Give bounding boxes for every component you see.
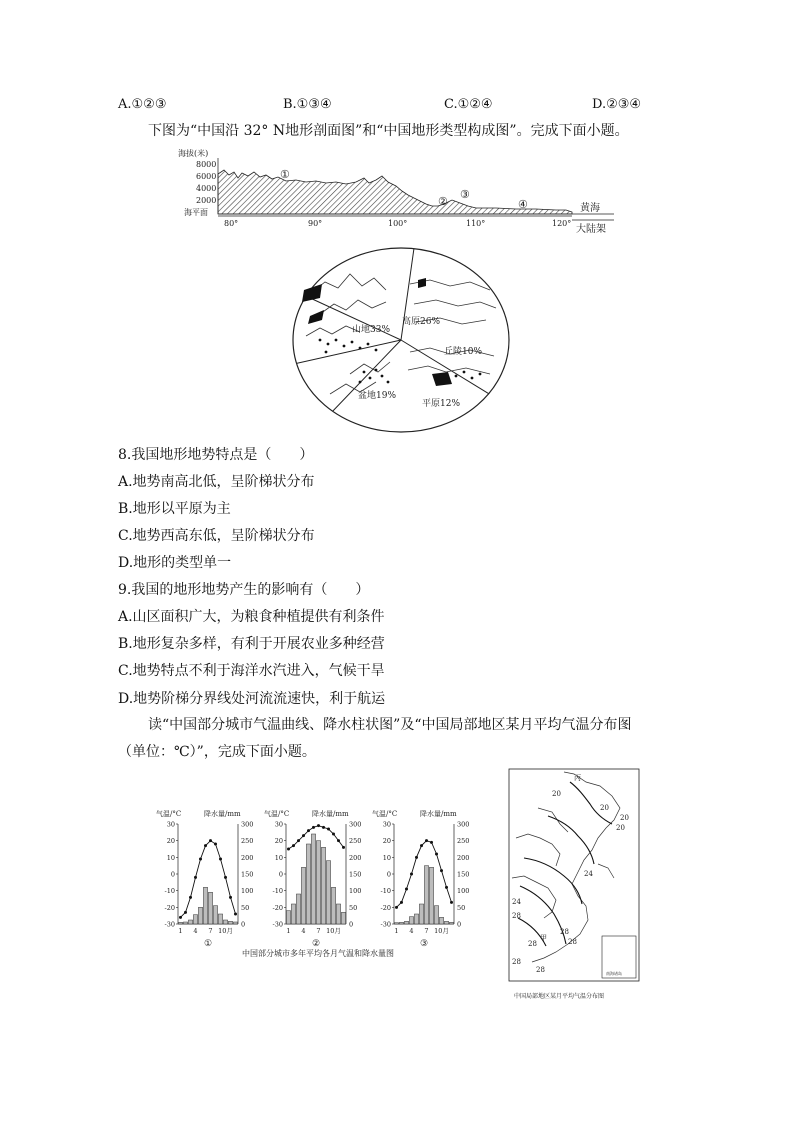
- temperature-point: [292, 844, 295, 847]
- temperature-point: [322, 826, 325, 829]
- temperature-point: [342, 846, 345, 849]
- climate-temp-label: 气温/°C: [372, 810, 398, 818]
- profile-xtick: 90°: [308, 219, 323, 228]
- precip-bar: [233, 922, 237, 924]
- q9-option-c: C.地势特点不利于海洋水汽进入，气候干旱: [118, 663, 385, 679]
- precip-bar: [193, 915, 197, 924]
- q9-stem: 9.我国的地形地势产生的影响有（ ）: [118, 582, 370, 598]
- temperature-point: [204, 844, 207, 847]
- climate-chart-3: [372, 809, 469, 949]
- q9-option-d: D.地势阶梯分界线处河流流速快，利于航运: [118, 691, 386, 707]
- q9-option-a: A.山区面积广大，为粮食种植提供有利条件: [118, 609, 385, 625]
- climate-month-tick: 10月: [326, 927, 341, 935]
- q9-option-b: B.地形复杂多样，有利于开展农业多种经营: [118, 636, 385, 652]
- precip-bar: [178, 922, 182, 924]
- temperature-point: [327, 828, 330, 831]
- profile-ytick: 海平面: [184, 208, 208, 217]
- precip-bar: [444, 921, 448, 924]
- precip-bar: [434, 906, 438, 924]
- climate-month-tick: 4: [301, 927, 306, 935]
- temperature-point: [405, 888, 408, 891]
- precip-bar: [213, 906, 217, 924]
- climate-chart-id: ①: [203, 939, 213, 949]
- map-caption: 中国局部地区某月平均气温分布图: [514, 993, 605, 1000]
- precip-bar: [188, 920, 192, 924]
- climate-chart-id: ③: [419, 939, 429, 949]
- precip-bar: [208, 892, 212, 924]
- climate-precip-tick: 50: [349, 903, 358, 912]
- temperature-point: [214, 843, 217, 846]
- pie-label-hill: 丘陵10%: [444, 347, 483, 357]
- precip-bar: [331, 887, 335, 924]
- q8-option-b: B.地形以平原为主: [118, 501, 231, 517]
- climate-temp-tick: 10: [382, 853, 391, 862]
- map-label-bing: 丙: [574, 774, 581, 782]
- climate-month-tick: 7: [208, 927, 213, 935]
- precip-bar: [286, 911, 290, 924]
- map-isotherm-label: 28: [512, 958, 521, 966]
- prev-option-a: A.①②③: [118, 97, 167, 112]
- profile-xtick: 80°: [224, 219, 239, 228]
- map-isotherm-label: 28: [568, 938, 577, 946]
- map-isotherm-label: 20: [616, 824, 625, 832]
- temperature-point: [307, 829, 310, 832]
- prev-option-c: C.①②④: [444, 97, 493, 112]
- climate-temp-tick: -20: [272, 903, 283, 912]
- climate-precip-tick: 100: [457, 887, 470, 896]
- precip-bar: [404, 921, 408, 924]
- prev-option-b: B.①③④: [283, 97, 332, 112]
- climate-temp-tick: -20: [164, 903, 175, 912]
- temperature-point: [317, 824, 320, 827]
- climate-temp-tick: 30: [166, 820, 175, 829]
- terrain-type-pie-figure: [290, 244, 512, 436]
- temperature-point: [395, 906, 398, 909]
- precip-bar: [198, 907, 202, 924]
- temperature-point: [440, 869, 443, 872]
- climate-precip-tick: 300: [349, 820, 362, 829]
- climate-temp-tick: -10: [272, 887, 283, 896]
- climate-precip-tick: 150: [457, 870, 470, 879]
- temperature-point: [194, 876, 197, 879]
- map-isotherm-label: 28: [528, 940, 537, 948]
- q8-stem: 8.我国地形地势特点是（ ）: [118, 447, 314, 463]
- temperature-point: [410, 873, 413, 876]
- profile-ytick: 2000: [196, 196, 217, 205]
- climate-temp-label: 气温/°C: [156, 810, 182, 818]
- climate-temp-tick: 20: [274, 837, 283, 846]
- q8-option-d: D.地形的类型单一: [118, 555, 232, 571]
- prev-option-d: D.②③④: [592, 97, 642, 112]
- climate-temp-tick: 30: [274, 820, 283, 829]
- temperature-point: [219, 858, 222, 861]
- climate-precip-tick: 250: [241, 837, 254, 846]
- profile-ytick: 8000: [196, 160, 217, 169]
- temperature-point: [445, 886, 448, 889]
- terrain-profile-figure: [176, 146, 616, 236]
- temperature-point: [209, 839, 212, 842]
- precip-bar: [316, 841, 320, 924]
- precip-bar: [301, 867, 305, 924]
- map-isotherm-label: 20: [600, 804, 609, 812]
- profile-ylabel: 海拔(米): [178, 149, 209, 158]
- climate-month-tick: 4: [193, 927, 198, 935]
- climate-temp-tick: -20: [380, 903, 391, 912]
- temperature-line: [397, 841, 452, 908]
- precip-bar: [228, 921, 232, 924]
- climate-precip-tick: 200: [241, 853, 254, 862]
- temperature-point: [415, 856, 418, 859]
- climate-caption: 中国部分城市多年平均各月气温和降水量图: [242, 949, 394, 958]
- shelf-label: 大陆架: [576, 224, 606, 235]
- profile-marker-4: ④: [518, 198, 528, 211]
- temperature-point: [229, 896, 232, 899]
- climate-temp-tick: 20: [166, 837, 175, 846]
- climate-temp-tick: 20: [382, 837, 391, 846]
- climate-month-tick: 1: [286, 927, 291, 935]
- map-isotherm-label: 28: [512, 912, 521, 920]
- profile-ytick: 6000: [196, 172, 217, 181]
- climate-precip-tick: 150: [349, 870, 362, 879]
- climate-temp-tick: -10: [380, 887, 391, 896]
- climate-month-tick: 10月: [218, 927, 233, 935]
- temperature-point: [337, 839, 340, 842]
- climate-month-tick: 7: [316, 927, 321, 935]
- temperature-line: [181, 841, 236, 918]
- profile-ytick: 4000: [196, 184, 217, 193]
- climate-chart-2: [264, 809, 361, 949]
- precip-bar: [341, 912, 345, 924]
- precip-bar: [429, 867, 433, 924]
- precip-bar: [424, 866, 428, 924]
- intro-paragraph-2-line1: 读“中国部分城市气温曲线、降水柱状图”及“中国局部地区某月平均气温分布图: [148, 717, 632, 733]
- climate-month-tick: 1: [394, 927, 399, 935]
- profile-marker-2: ②: [438, 195, 448, 208]
- temperature-point: [332, 833, 335, 836]
- climate-temp-tick: -10: [164, 887, 175, 896]
- map-label-jia: 甲: [540, 934, 547, 942]
- climate-precip-tick: 50: [457, 903, 466, 912]
- profile-xtick: 110°: [466, 219, 486, 228]
- climate-precip-label: 降水量/mm: [204, 810, 241, 818]
- temperature-point: [312, 826, 315, 829]
- map-isotherm-label: 28: [536, 966, 545, 974]
- temperature-point: [189, 896, 192, 899]
- temperature-point: [179, 916, 182, 919]
- climate-precip-tick: 0: [349, 920, 354, 929]
- precip-bar: [409, 917, 413, 924]
- precip-bar: [419, 904, 423, 924]
- climate-temp-tick: 30: [382, 820, 391, 829]
- climate-month-tick: 4: [409, 927, 414, 935]
- sea-label: 黄海: [580, 203, 600, 214]
- climate-precip-tick: 250: [349, 837, 362, 846]
- precip-bar: [223, 920, 227, 924]
- climate-precip-tick: 50: [241, 903, 250, 912]
- temperature-point: [184, 911, 187, 914]
- temperature-point: [400, 901, 403, 904]
- intro-paragraph-1: 下图为“中国沿 32° N地形剖面图”和“中国地形类型构成图”。完成下面小题。: [148, 123, 629, 139]
- profile-xtick: 120°: [552, 219, 572, 228]
- pie-label-plateau: 高原26%: [402, 317, 441, 327]
- climate-temp-tick: 0: [170, 870, 175, 879]
- climate-precip-tick: 200: [349, 853, 362, 862]
- climate-precip-tick: 250: [457, 837, 470, 846]
- map-isotherm-label: 20: [552, 790, 561, 798]
- precip-bar: [321, 847, 325, 924]
- climate-precip-label: 降水量/mm: [420, 810, 457, 818]
- profile-marker-1: ①: [280, 168, 290, 181]
- precip-bar: [449, 922, 453, 924]
- map-isotherm-label: 24: [512, 898, 521, 906]
- precip-bar: [291, 904, 295, 924]
- precip-bar: [399, 922, 403, 924]
- climate-precip-tick: 0: [457, 920, 462, 929]
- climate-temp-tick: -30: [164, 920, 175, 929]
- climate-temp-tick: 10: [274, 853, 283, 862]
- map-isotherm-label: 24: [584, 870, 593, 878]
- precip-bar: [306, 844, 310, 924]
- climate-month-tick: 1: [178, 927, 183, 935]
- precip-bar: [203, 887, 207, 924]
- climate-charts-figure: [156, 808, 476, 964]
- pie-label-plain: 平原12%: [422, 399, 461, 409]
- precip-bar: [414, 914, 418, 924]
- climate-precip-tick: 0: [241, 920, 246, 929]
- map-isotherm-label: 28: [560, 928, 569, 936]
- precip-bar: [183, 922, 187, 924]
- temperature-point: [420, 844, 423, 847]
- previous-options-row: [118, 97, 678, 117]
- temperature-point: [425, 839, 428, 842]
- q8-option-a: A.地势南高北低，呈阶梯状分布: [118, 474, 315, 490]
- pie-label-basin: 盆地19%: [358, 391, 397, 401]
- precip-bar: [336, 904, 340, 924]
- temperature-point: [430, 841, 433, 844]
- profile-xtick: 100°: [388, 219, 408, 228]
- precip-bar: [326, 861, 330, 924]
- climate-precip-tick: 300: [457, 820, 470, 829]
- precip-bar: [296, 894, 300, 924]
- map-isotherm-label: 20: [620, 814, 629, 822]
- temperature-point: [302, 834, 305, 837]
- temperature-point: [234, 913, 237, 916]
- precip-bar: [218, 914, 222, 924]
- climate-precip-tick: 150: [241, 870, 254, 879]
- climate-temp-tick: -30: [380, 920, 391, 929]
- temperature-point: [435, 853, 438, 856]
- isotherm-map-figure: [508, 768, 642, 1004]
- profile-marker-3: ③: [460, 188, 470, 201]
- climate-precip-tick: 100: [349, 887, 362, 896]
- climate-chart-1: [156, 809, 253, 949]
- temperature-point: [199, 858, 202, 861]
- inset-label: 南海诸岛: [606, 971, 622, 976]
- climate-month-tick: 7: [424, 927, 429, 935]
- pie-label-mountain: 山地33%: [352, 325, 391, 335]
- q8-option-c: C.地势西高东低，呈阶梯状分布: [118, 528, 315, 544]
- intro-paragraph-2-line2: （单位：℃）”，完成下面小题。: [118, 744, 316, 760]
- temperature-point: [297, 839, 300, 842]
- temperature-point: [450, 901, 453, 904]
- climate-temp-tick: -30: [272, 920, 283, 929]
- climate-chart-id: ②: [311, 939, 321, 949]
- temperature-point: [287, 848, 290, 851]
- climate-precip-tick: 300: [241, 820, 254, 829]
- climate-month-tick: 10月: [434, 927, 449, 935]
- precip-bar: [394, 923, 398, 924]
- precip-bar: [311, 834, 315, 924]
- climate-precip-tick: 100: [241, 887, 254, 896]
- climate-precip-label: 降水量/mm: [312, 810, 349, 818]
- temperature-line: [289, 826, 344, 849]
- climate-temp-tick: 10: [166, 853, 175, 862]
- climate-temp-tick: 0: [386, 870, 391, 879]
- climate-temp-tick: 0: [278, 870, 283, 879]
- precip-bar: [439, 917, 443, 924]
- climate-precip-tick: 200: [457, 853, 470, 862]
- temperature-point: [224, 876, 227, 879]
- climate-temp-label: 气温/°C: [264, 810, 290, 818]
